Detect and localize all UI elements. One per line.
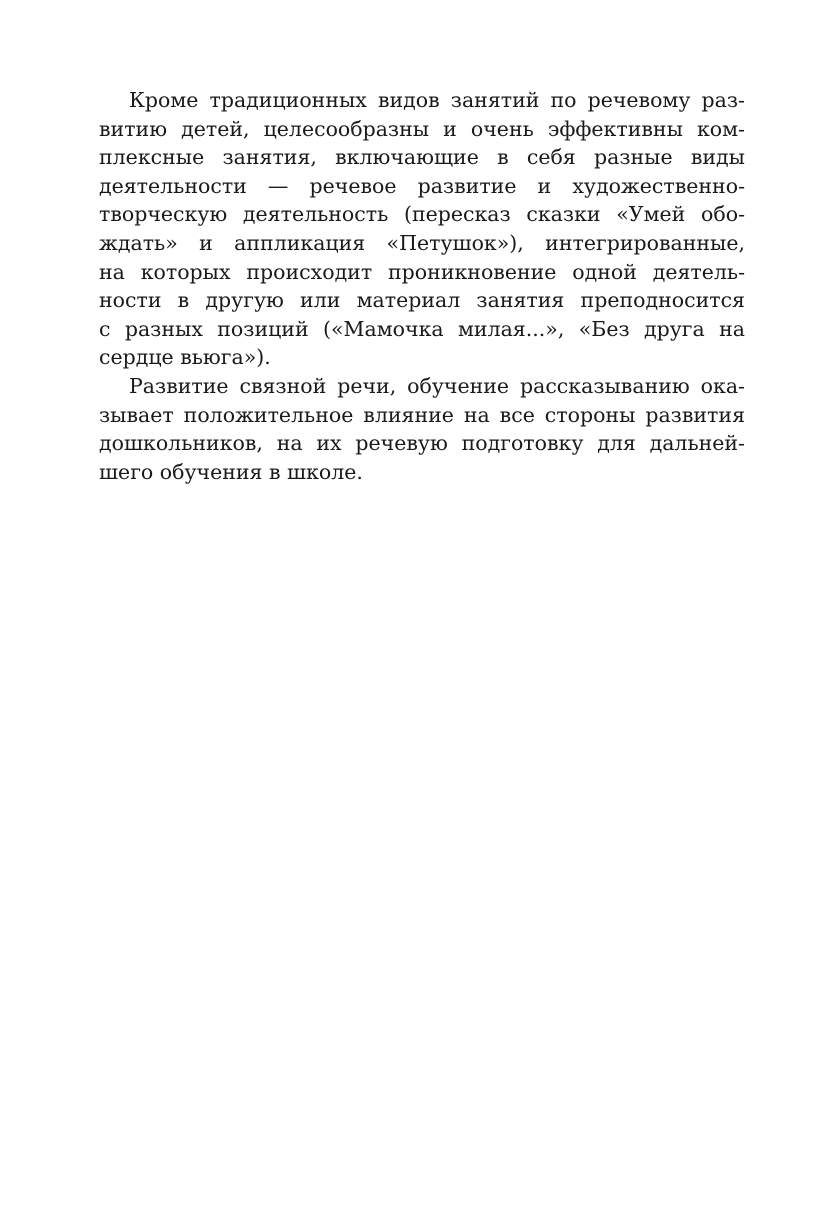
text-line: плексные занятия, включающие в себя разные виды xyxy=(99,145,745,170)
text-line: Кроме традиционных видов занятий по речевому раз- xyxy=(129,88,745,112)
text-line: дошкольников, на их речевую подготовку для дальней- xyxy=(99,431,745,456)
text-line: сердце вьюга»). xyxy=(99,345,271,370)
paragraph-2 xyxy=(99,372,745,486)
paragraph-1 xyxy=(99,86,745,372)
text-line: с разных позиций («Мамочка милая...», «Без друга на xyxy=(99,316,745,341)
document-page xyxy=(99,86,745,486)
text-line: шего обучения в школе. xyxy=(99,459,363,484)
text-line: на которых происходит проникновение одной деятель- xyxy=(99,259,745,284)
text-line: творческую деятельность (пересказ сказки «Умей обо- xyxy=(99,202,745,227)
text-line: Развитие связной речи, обучение рассказыванию ока- xyxy=(129,373,745,398)
text-line: деятельности — речевое развитие и художественно- xyxy=(99,173,745,198)
text-line: ждать» и аппликация «Петушок»), интегрированные, xyxy=(99,230,745,255)
text-line: зывает положительное влияние на все стороны развития xyxy=(99,402,745,427)
text-line: витию детей, целесообразны и очень эффективны ком- xyxy=(99,116,745,141)
text-line: ности в другую или материал занятия преподносится xyxy=(99,288,745,313)
